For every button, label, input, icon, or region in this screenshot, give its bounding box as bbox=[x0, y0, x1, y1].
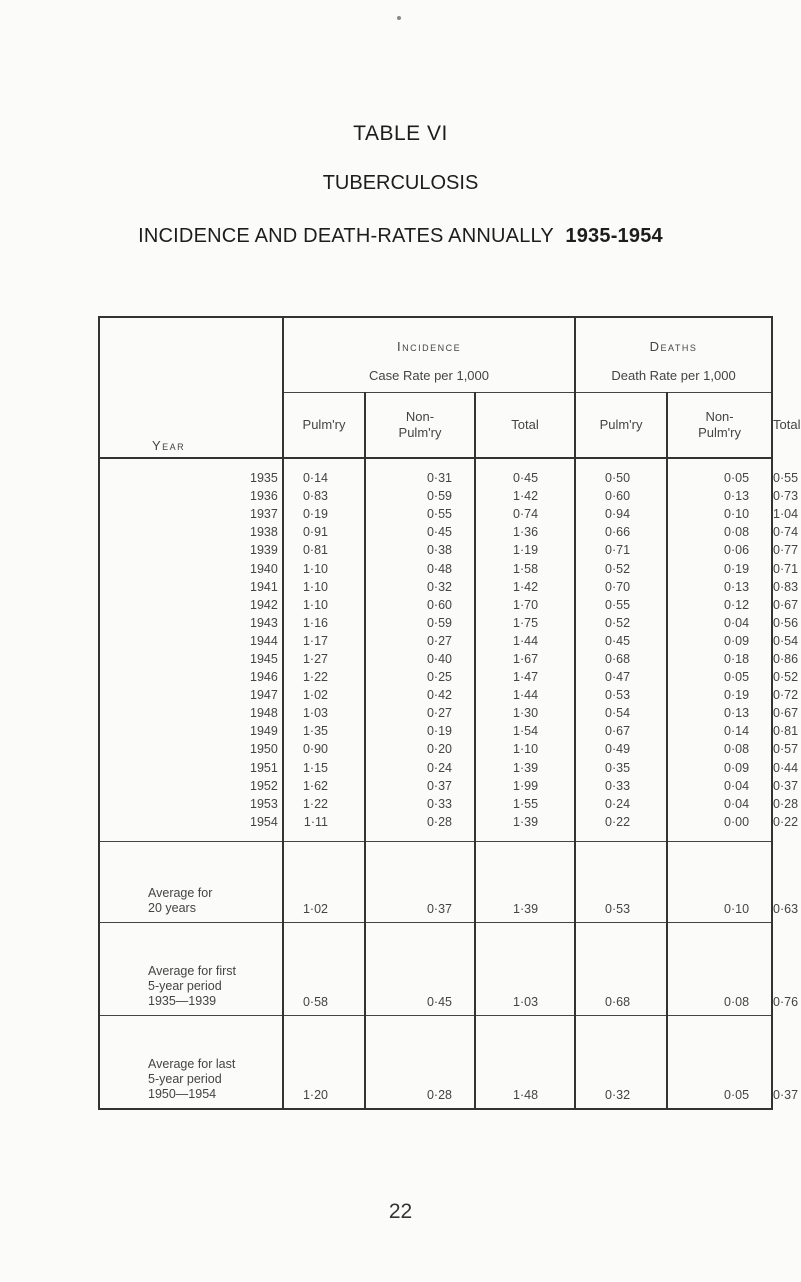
value-cell: 0·04 bbox=[667, 777, 772, 795]
value-cell: 0·27 bbox=[365, 704, 475, 722]
average-value: 1·20 bbox=[283, 1015, 365, 1109]
value-cell: 0·24 bbox=[575, 795, 667, 813]
average-label bbox=[99, 841, 283, 922]
year-cell: 1951 bbox=[99, 759, 283, 777]
value-cell: 1·55 bbox=[475, 795, 575, 813]
table-row: 1951 1·15 0·24 1·39 0·35 0·09 0·44 bbox=[99, 759, 772, 777]
value-cell: 0·53 bbox=[575, 686, 667, 704]
value-cell: 0·28 bbox=[365, 813, 475, 842]
table-row: 1945 1·27 0·40 1·67 0·68 0·18 0·86 bbox=[99, 650, 772, 668]
table-row: 1935 0·14 0·31 0·45 0·50 0·05 0·55 bbox=[99, 469, 772, 487]
average-value: 1·39 bbox=[475, 841, 575, 922]
value-cell: 1·17 bbox=[283, 632, 365, 650]
average-label-line: Average for first bbox=[148, 963, 237, 978]
average-value: 0·32 bbox=[575, 1015, 667, 1109]
value-cell: 1·44 bbox=[475, 632, 575, 650]
value-cell: 0·70 bbox=[575, 578, 667, 596]
value-cell: 0·19 bbox=[667, 686, 772, 704]
value-cell: 0·50 bbox=[575, 469, 667, 487]
value-cell: 0·47 bbox=[575, 668, 667, 686]
year-cell: 1946 bbox=[99, 668, 283, 686]
value-cell: 0·54 bbox=[575, 704, 667, 722]
table-title-text: INCIDENCE AND DEATH-RATES ANNUALLY bbox=[138, 225, 554, 247]
value-cell: 0·91 bbox=[283, 523, 365, 541]
value-cell: 0·32 bbox=[365, 578, 475, 596]
value-cell: 0·33 bbox=[575, 777, 667, 795]
table-row: 1953 1·22 0·33 1·55 0·24 0·04 0·28 bbox=[99, 795, 772, 813]
value-cell: 1·36 bbox=[475, 523, 575, 541]
value-cell: 1·47 bbox=[475, 668, 575, 686]
table-title-years: 1935-1954 bbox=[565, 225, 663, 247]
average-value: 1·03 bbox=[475, 922, 575, 1015]
value-cell: 0·14 bbox=[283, 469, 365, 487]
value-cell: 1·44 bbox=[475, 686, 575, 704]
value-cell: 1·10 bbox=[283, 559, 365, 577]
value-cell: 0·42 bbox=[365, 686, 475, 704]
table-title bbox=[0, 225, 801, 248]
case-rate-header: Case Rate per 1,000 bbox=[283, 358, 575, 393]
value-cell: 1·39 bbox=[475, 759, 575, 777]
table-row: 1941 1·10 0·32 1·42 0·70 0·13 0·83 bbox=[99, 578, 772, 596]
table-row: 1944 1·17 0·27 1·44 0·45 0·09 0·54 bbox=[99, 632, 772, 650]
average-label-line: Average for bbox=[148, 885, 213, 900]
average-value: 0·28 bbox=[365, 1015, 475, 1109]
average-value: 1·02 bbox=[283, 841, 365, 922]
year-header: Year bbox=[99, 317, 283, 458]
value-cell: 0·09 bbox=[667, 632, 772, 650]
average-value: 0·58 bbox=[283, 922, 365, 1015]
value-cell: 0·35 bbox=[575, 759, 667, 777]
value-cell: 0·45 bbox=[475, 469, 575, 487]
value-cell: 0·04 bbox=[667, 795, 772, 813]
year-cell: 1935 bbox=[99, 469, 283, 487]
value-cell: 1·02 bbox=[283, 686, 365, 704]
table-row: 1937 0·19 0·55 0·74 0·94 0·10 1·04 bbox=[99, 505, 772, 523]
table-row: 1950 0·90 0·20 1·10 0·49 0·08 0·57 bbox=[99, 740, 772, 758]
table-row: 1940 1·10 0·48 1·58 0·52 0·19 0·71 bbox=[99, 559, 772, 577]
value-cell: 1·35 bbox=[283, 722, 365, 740]
value-cell: 0·68 bbox=[575, 650, 667, 668]
value-cell: 1·62 bbox=[283, 777, 365, 795]
value-cell: 0·52 bbox=[575, 559, 667, 577]
value-cell: 0·13 bbox=[667, 704, 772, 722]
value-cell: 1·42 bbox=[475, 578, 575, 596]
value-cell: 1·39 bbox=[475, 813, 575, 842]
average-value: 0·10 bbox=[667, 841, 772, 922]
value-cell: 0·45 bbox=[365, 523, 475, 541]
year-cell: 1949 bbox=[99, 722, 283, 740]
value-cell: 0·22 bbox=[575, 813, 667, 842]
value-cell: 1·54 bbox=[475, 722, 575, 740]
value-cell: 0·60 bbox=[365, 596, 475, 614]
table-row: 1952 1·62 0·37 1·99 0·33 0·04 0·37 bbox=[99, 777, 772, 795]
value-cell: 0·83 bbox=[283, 487, 365, 505]
value-cell: 0·31 bbox=[365, 469, 475, 487]
value-cell: 0·25 bbox=[365, 668, 475, 686]
average-value: 0·68 bbox=[575, 922, 667, 1015]
year-cell: 1941 bbox=[99, 578, 283, 596]
value-cell: 1·16 bbox=[283, 614, 365, 632]
average-value: 0·53 bbox=[575, 841, 667, 922]
average-value: 0·45 bbox=[365, 922, 475, 1015]
average-value: 0·05 bbox=[667, 1015, 772, 1109]
value-cell: 1·99 bbox=[475, 777, 575, 795]
value-cell: 0·52 bbox=[575, 614, 667, 632]
value-cell: 0·48 bbox=[365, 559, 475, 577]
value-cell: 1·70 bbox=[475, 596, 575, 614]
value-cell: 0·81 bbox=[283, 541, 365, 559]
value-cell: 1·19 bbox=[475, 541, 575, 559]
value-cell: 0·33 bbox=[365, 795, 475, 813]
average-row: Average for first 5-year period 1935—1939 0·58 0·45 1·03 0·68 0·08 0·76 bbox=[99, 922, 772, 1015]
value-cell: 0·40 bbox=[365, 650, 475, 668]
average-row: Average for 20 years 1·02 0·37 1·39 0·53 0·10 0·63 bbox=[99, 841, 772, 922]
average-value: 0·08 bbox=[667, 922, 772, 1015]
year-cell: 1945 bbox=[99, 650, 283, 668]
table-subject: TUBERCULOSIS bbox=[322, 172, 479, 194]
value-cell: 0·37 bbox=[365, 777, 475, 795]
value-cell: 1·10 bbox=[283, 578, 365, 596]
value-cell: 0·00 bbox=[667, 813, 772, 842]
year-cell: 1952 bbox=[99, 777, 283, 795]
table-row: 1947 1·02 0·42 1·44 0·53 0·19 0·72 bbox=[99, 686, 772, 704]
value-cell: 1·42 bbox=[475, 487, 575, 505]
table-row: 1939 0·81 0·38 1·19 0·71 0·06 0·77 bbox=[99, 541, 772, 559]
value-cell: 0·13 bbox=[667, 487, 772, 505]
value-cell: 0·08 bbox=[667, 740, 772, 758]
value-cell: 1·11 bbox=[283, 813, 365, 842]
value-cell: 0·94 bbox=[575, 505, 667, 523]
value-cell: 0·55 bbox=[575, 596, 667, 614]
tuberculosis-table: Year Incidence Deaths Case Rate per 1,000 Death Rate per 1,000 Pulm'ry Non- Pulm'ry Total Pulm'ry Non- Pulm'ry Total 1935 0·14 0·31 0·45 0·50 0·05 0·55 1936 0·83 0·59 1·42 0·60 0·13 0·73 1937 0·19 0·55 0·74 0·94 0·10 1·04 1938 0·91 0·45 1·36 0·66 0·08 0·74 1939 0·81 0·38 1·19 0·71 0·06 0·77 1940 1·10 0·48 1·58 0·52 0·19 0·71 1941 1·10 0·32 1·42 0·70 0·13 0·83 1942 1·10 0·60 1·70 0·55 0·12 0·67 1943 1·16 0·59 1·75 0·52 0·04 0·56 1944 1·17 0·27 1·44 0·45 0·09 0·54 1945 1·27 0·40 1·67 0·68 0·18 0·86 1946 1·22 0·25 1·47 0·47 0·05 0·52 1947 1·02 0·42 1·44 0·53 0·19 0·72 1948 1·03 0·27 1·30 0·54 0·13 0·67 1949 1·35 0·19 1·54 0·67 0·14 0·81 1950 0·90 0·20 1·10 0·49 0·08 0·57 1951 1·15 0·24 1·39 0·35 0·09 0·44 1952 1·62 0·37 1·99 0·33 0·04 0·37 1953 1·22 0·33 1·55 0·24 0·04 0·28 1954 1·11 0·28 1·39 0·22 0·00 0·22 Average for 20 years 1·02 0·37 1·39 0·53 0·10 0·63 Average for first 5-year period 1935—1939 0·58 0·45 1·03 0·68 0·08 0·76 Average for last 5-year period 1950—1954 1·20 0·28 1·48 0·32 0·05 0·37 bbox=[98, 316, 773, 1110]
value-cell: 1·10 bbox=[283, 596, 365, 614]
average-label-line: 1950—1954 bbox=[148, 1086, 217, 1101]
average-label-line: 20 years bbox=[148, 900, 196, 915]
value-cell: 1·30 bbox=[475, 704, 575, 722]
value-cell: 0·90 bbox=[283, 740, 365, 758]
average-label-line: 5-year period bbox=[148, 978, 222, 993]
page-mark bbox=[397, 16, 401, 20]
value-cell: 0·04 bbox=[667, 614, 772, 632]
average-label-line: Average for last bbox=[148, 1056, 236, 1071]
average-value: 1·48 bbox=[475, 1015, 575, 1109]
value-cell: 0·60 bbox=[575, 487, 667, 505]
year-cell: 1954 bbox=[99, 813, 283, 842]
value-cell: 1·10 bbox=[475, 740, 575, 758]
year-cell: 1937 bbox=[99, 505, 283, 523]
inc-nonpulm-header: Non- Pulm'ry bbox=[365, 393, 475, 459]
value-cell: 0·19 bbox=[667, 559, 772, 577]
year-cell: 1947 bbox=[99, 686, 283, 704]
value-cell: 0·27 bbox=[365, 632, 475, 650]
value-cell: 0·38 bbox=[365, 541, 475, 559]
value-cell: 0·67 bbox=[575, 722, 667, 740]
deaths-header: Deaths bbox=[575, 317, 772, 358]
table-body bbox=[99, 458, 799, 1109]
average-label bbox=[99, 1015, 283, 1109]
death-nonpulm-header: Non- Pulm'ry bbox=[667, 393, 772, 459]
value-cell: 0·24 bbox=[365, 759, 475, 777]
death-rate-header: Death Rate per 1,000 bbox=[575, 358, 772, 393]
table-row: 1936 0·83 0·59 1·42 0·60 0·13 0·73 bbox=[99, 487, 772, 505]
value-cell: 0·09 bbox=[667, 759, 772, 777]
year-cell: 1943 bbox=[99, 614, 283, 632]
table-row: 1948 1·03 0·27 1·30 0·54 0·13 0·67 bbox=[99, 704, 772, 722]
year-cell: 1940 bbox=[99, 559, 283, 577]
value-cell: 0·19 bbox=[283, 505, 365, 523]
value-cell: 0·14 bbox=[667, 722, 772, 740]
table-number: TABLE VI bbox=[353, 122, 448, 145]
average-label-line: 5-year period bbox=[148, 1071, 222, 1086]
value-cell: 1·67 bbox=[475, 650, 575, 668]
value-cell: 1·75 bbox=[475, 614, 575, 632]
table-row: 1938 0·91 0·45 1·36 0·66 0·08 0·74 bbox=[99, 523, 772, 541]
table-row: 1954 1·11 0·28 1·39 0·22 0·00 0·22 bbox=[99, 813, 772, 842]
average-label-line: 1935—1939 bbox=[148, 993, 217, 1008]
value-cell: 1·22 bbox=[283, 668, 365, 686]
value-cell: 0·49 bbox=[575, 740, 667, 758]
value-cell: 0·55 bbox=[365, 505, 475, 523]
year-cell: 1944 bbox=[99, 632, 283, 650]
value-cell: 0·18 bbox=[667, 650, 772, 668]
page-number: 22 bbox=[388, 1200, 413, 1223]
value-cell: 0·12 bbox=[667, 596, 772, 614]
value-cell: 1·15 bbox=[283, 759, 365, 777]
value-cell: 0·13 bbox=[667, 578, 772, 596]
year-cell: 1938 bbox=[99, 523, 283, 541]
value-cell: 0·19 bbox=[365, 722, 475, 740]
value-cell: 0·59 bbox=[365, 487, 475, 505]
inc-pulm-header: Pulm'ry bbox=[283, 393, 365, 459]
value-cell: 0·20 bbox=[365, 740, 475, 758]
value-cell: 0·10 bbox=[667, 505, 772, 523]
value-cell: 1·27 bbox=[283, 650, 365, 668]
value-cell: 0·08 bbox=[667, 523, 772, 541]
year-cell: 1950 bbox=[99, 740, 283, 758]
year-cell: 1942 bbox=[99, 596, 283, 614]
average-value: 0·37 bbox=[365, 841, 475, 922]
value-cell: 0·45 bbox=[575, 632, 667, 650]
value-cell: 1·58 bbox=[475, 559, 575, 577]
value-cell: 0·71 bbox=[575, 541, 667, 559]
average-label bbox=[99, 922, 283, 1015]
death-pulm-header: Pulm'ry bbox=[575, 393, 667, 459]
incidence-header: Incidence bbox=[283, 317, 575, 358]
table-row: 1949 1·35 0·19 1·54 0·67 0·14 0·81 bbox=[99, 722, 772, 740]
table-row: 1942 1·10 0·60 1·70 0·55 0·12 0·67 bbox=[99, 596, 772, 614]
value-cell: 0·74 bbox=[475, 505, 575, 523]
inc-total-header: Total bbox=[475, 393, 575, 459]
value-cell: 0·05 bbox=[667, 469, 772, 487]
value-cell: 0·66 bbox=[575, 523, 667, 541]
year-cell: 1939 bbox=[99, 541, 283, 559]
value-cell: 0·59 bbox=[365, 614, 475, 632]
value-cell: 1·03 bbox=[283, 704, 365, 722]
table-row: 1943 1·16 0·59 1·75 0·52 0·04 0·56 bbox=[99, 614, 772, 632]
table-row: 1946 1·22 0·25 1·47 0·47 0·05 0·52 bbox=[99, 668, 772, 686]
year-cell: 1936 bbox=[99, 487, 283, 505]
value-cell: 0·05 bbox=[667, 668, 772, 686]
average-row: Average for last 5-year period 1950—1954 1·20 0·28 1·48 0·32 0·05 0·37 bbox=[99, 1015, 772, 1109]
value-cell: 1·22 bbox=[283, 795, 365, 813]
year-cell: 1948 bbox=[99, 704, 283, 722]
value-cell: 0·06 bbox=[667, 541, 772, 559]
year-cell: 1953 bbox=[99, 795, 283, 813]
